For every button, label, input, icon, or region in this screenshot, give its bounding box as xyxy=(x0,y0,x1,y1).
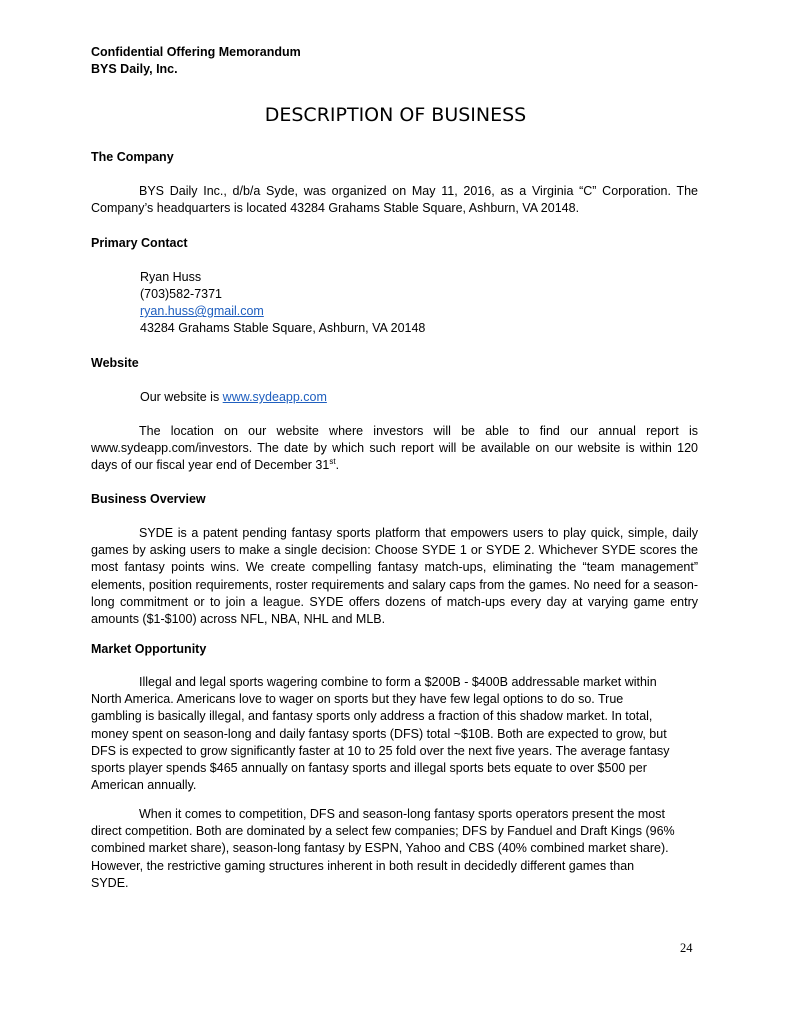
market-p1-line: money spent on season-long and daily fantasy sports (DFS) total ~$10B. Both are expected to grow, but xyxy=(91,726,667,741)
page-title: DESCRIPTION OF BUSINESS xyxy=(264,104,527,126)
section-heading-website: Website xyxy=(91,356,139,370)
website-report-paragraph xyxy=(91,423,698,475)
header-line-memorandum: Confidential Offering Memorandum xyxy=(91,45,301,59)
website-report-text: The location on our website where investors will be able to find our annual report is www.sydeapp.com/investors. The date by which such report will be available on our website is within 120 days of our fiscal year end of December 31 xyxy=(91,424,698,473)
website-report-block xyxy=(91,423,698,475)
website-intro: Our website is xyxy=(140,390,223,404)
section-website xyxy=(91,355,698,372)
website-link[interactable]: www.sydeapp.com xyxy=(222,390,327,404)
overview-paragraph: SYDE is a patent pending fantasy sports platform that empowers users to play quick, simple, daily games by asking users to make a single decision: Choose SYDE 1 or SYDE 2. Whichever SYDE scores the most fantasy points wins. We create compelling fantasy match-ups, eliminating the “team management” elements, position requirements, roster requirements and salary caps from the games. No need for a season-long commitment or to join a league. SYDE offers dozens of match-ups every day at varying game entry amounts ($1-$100) across NFL, NBA, NHL and MLB. xyxy=(91,526,698,627)
section-heading-company: The Company xyxy=(91,150,174,164)
market-p2-line: SYDE. xyxy=(91,875,129,890)
contact-address: 43284 Grahams Stable Square, Ashburn, VA 20148 xyxy=(140,321,426,335)
section-overview xyxy=(91,491,698,508)
contact-details xyxy=(140,269,425,337)
market-p1-line: DFS is expected to grow significantly faster at 10 to 25 fold over the next five years. The average fantasy xyxy=(91,743,670,758)
section-market xyxy=(91,641,698,658)
market-p1-line: sports player spends $465 annually on fantasy sports and illegal sports bets equate to over $500 per xyxy=(91,761,647,776)
market-p1-line: American annually. xyxy=(91,778,197,793)
market-p2-line: When it comes to competition, DFS and season-long fantasy sports operators present the most xyxy=(139,807,665,821)
market-p2-line: direct competition. Both are dominated by a select few companies; DFS by Fanduel and Draft Kings (96% xyxy=(91,824,675,839)
contact-name: Ryan Huss xyxy=(140,270,202,284)
company-paragraph: BYS Daily Inc., d/b/a Syde, was organized on May 11, 2016, as a Virginia “C” Corporation. The Company’s headquarters is located 43284 Grahams Stable Square, Ashburn, VA 20148. xyxy=(91,184,698,216)
contact-phone: (703)582-7371 xyxy=(140,287,223,301)
market-paragraph-2 xyxy=(91,806,698,892)
section-company xyxy=(91,149,698,166)
market-p2-line: combined market share), season-long fantasy by ESPN, Yahoo and CBS (40% combined market share). xyxy=(91,841,669,856)
market-p2-line: However, the restrictive gaming structures inherent in both result in decidedly different games than xyxy=(91,858,635,873)
document-header xyxy=(91,44,301,78)
section-heading-market: Market Opportunity xyxy=(91,642,207,656)
header-line-company: BYS Daily, Inc. xyxy=(91,62,178,76)
contact-email-link[interactable]: ryan.huss@gmail.com xyxy=(140,304,264,318)
website-report-sup: st xyxy=(329,457,336,467)
section-heading-contact: Primary Contact xyxy=(91,236,188,250)
website-line xyxy=(140,389,327,406)
market-p1-line: gambling is basically illegal, and fantasy sports only address a fraction of this shadow market. In total, xyxy=(91,709,653,724)
overview-paragraph-block xyxy=(91,525,698,628)
market-p1-line: Illegal and legal sports wagering combine to form a $200B - $400B addressable market within xyxy=(139,675,657,689)
page-number: 24 xyxy=(680,941,693,955)
company-paragraph-block xyxy=(91,183,698,217)
market-p1-line: North America. Americans love to wager on sports but they have few legal options to do so. True xyxy=(91,692,624,707)
section-contact xyxy=(91,235,698,252)
website-report-end: . xyxy=(335,458,340,473)
section-heading-overview: Business Overview xyxy=(91,492,206,506)
market-paragraph-1 xyxy=(91,674,698,794)
